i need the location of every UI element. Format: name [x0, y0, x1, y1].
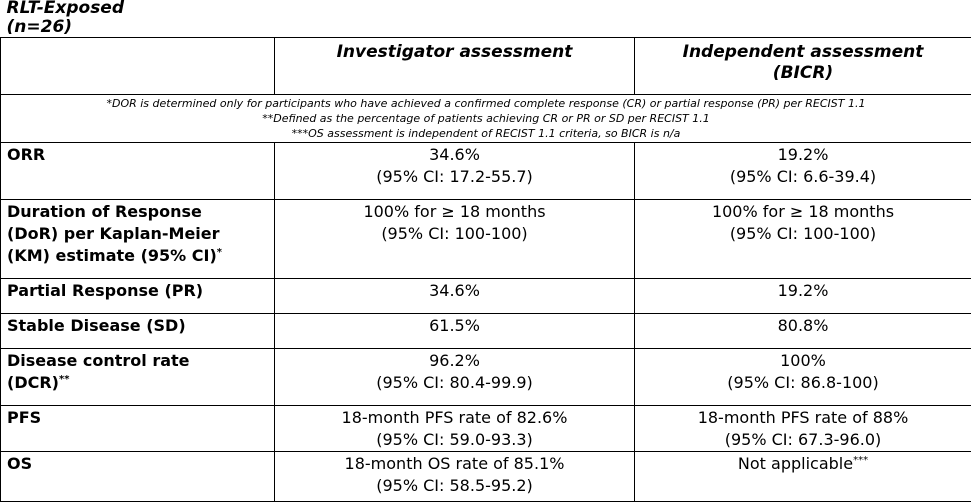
value-line: 96.2%: [281, 350, 628, 372]
independent-value: [635, 200, 971, 279]
table-row-dcr: [1, 349, 971, 406]
independent-value: [635, 143, 971, 200]
ci-line: (95% CI: 6.6-39.4): [641, 166, 965, 188]
investigator-value: [275, 349, 635, 406]
value-line: 18-month OS rate of 85.1%: [281, 453, 628, 475]
investigator-value: [275, 452, 635, 502]
label-line: (DoR) per Kaplan-Meier: [7, 223, 268, 245]
investigator-value: 34.6%: [275, 279, 635, 314]
footnote-os: ***OS assessment is independent of RECIST 1.1 criteria, so BICR is n/a: [5, 126, 967, 141]
investigator-value: [275, 406, 635, 452]
group-title-line2: (n=26): [7, 18, 966, 37]
group-title: [1, 0, 971, 38]
ci-line: (95% CI: 58.5-95.2): [281, 475, 628, 497]
label-line: [7, 245, 268, 267]
label-text: (DCR): [7, 373, 59, 392]
independent-value: 19.2%: [635, 279, 971, 314]
column-header-row: [1, 38, 971, 95]
ci-line: (95% CI: 100-100): [641, 223, 965, 245]
footnote-marker: *: [217, 247, 222, 258]
value-line: [641, 453, 965, 475]
independent-value: [635, 406, 971, 452]
value-text: Not applicable: [738, 454, 853, 473]
ci-line: (95% CI: 59.0-93.3): [281, 429, 628, 451]
investigator-value: [275, 200, 635, 279]
empty-header-cell: [1, 38, 275, 95]
footnotes: [1, 95, 971, 143]
ci-line: (95% CI: 100-100): [281, 223, 628, 245]
ci-line: (95% CI: 67.3-96.0): [641, 429, 965, 451]
table-row-pfs: [1, 406, 971, 452]
ci-line: (95% CI: 17.2-55.7): [281, 166, 628, 188]
footnote-dor: *DOR is determined only for participants who have achieved a confirmed complete response (CR) or partial response (PR) per RECIST 1.1: [5, 96, 967, 111]
footnote-dcr: **Defined as the percentage of patients achieving CR or PR or SD per RECIST 1.1: [5, 111, 967, 126]
value-line: 18-month PFS rate of 88%: [641, 407, 965, 429]
investigator-header: Investigator assessment: [275, 38, 635, 95]
group-row: [1, 0, 971, 38]
value-line: 100% for ≥ 18 months: [641, 201, 965, 223]
independent-header-line1: Independent assessment: [641, 42, 965, 63]
table-row-dor: [1, 200, 971, 279]
table-row-sd: [1, 314, 971, 349]
footnote-marker: ***: [853, 455, 868, 466]
value-line: 19.2%: [641, 144, 965, 166]
row-label: Partial Response (PR): [1, 279, 275, 314]
row-label: ORR: [1, 143, 275, 200]
row-label: Stable Disease (SD): [1, 314, 275, 349]
independent-header: [635, 38, 971, 95]
value-line: 100% for ≥ 18 months: [281, 201, 628, 223]
investigator-value: 61.5%: [275, 314, 635, 349]
label-line: [7, 372, 268, 394]
investigator-value: [275, 143, 635, 200]
footnote-row: [1, 95, 971, 143]
table-row-orr: [1, 143, 971, 200]
value-line: 34.6%: [281, 144, 628, 166]
label-line: Duration of Response: [7, 201, 268, 223]
footnote-marker: **: [59, 374, 69, 385]
table-row-os: [1, 452, 971, 502]
row-label: [1, 349, 275, 406]
independent-header-line2: (BICR): [641, 63, 965, 84]
group-title-line1: RLT-Exposed: [7, 0, 966, 18]
row-label: [1, 200, 275, 279]
independent-value: [635, 349, 971, 406]
independent-value: 80.8%: [635, 314, 971, 349]
label-text: (KM) estimate (95% CI): [7, 246, 217, 265]
ci-line: (95% CI: 86.8-100): [641, 372, 965, 394]
value-line: 18-month PFS rate of 82.6%: [281, 407, 628, 429]
table-row-pr: [1, 279, 971, 314]
row-label: PFS: [1, 406, 275, 452]
value-line: 100%: [641, 350, 965, 372]
row-label: OS: [1, 452, 275, 502]
label-line: Disease control rate: [7, 350, 268, 372]
independent-value: [635, 452, 971, 502]
ci-line: (95% CI: 80.4-99.9): [281, 372, 628, 394]
